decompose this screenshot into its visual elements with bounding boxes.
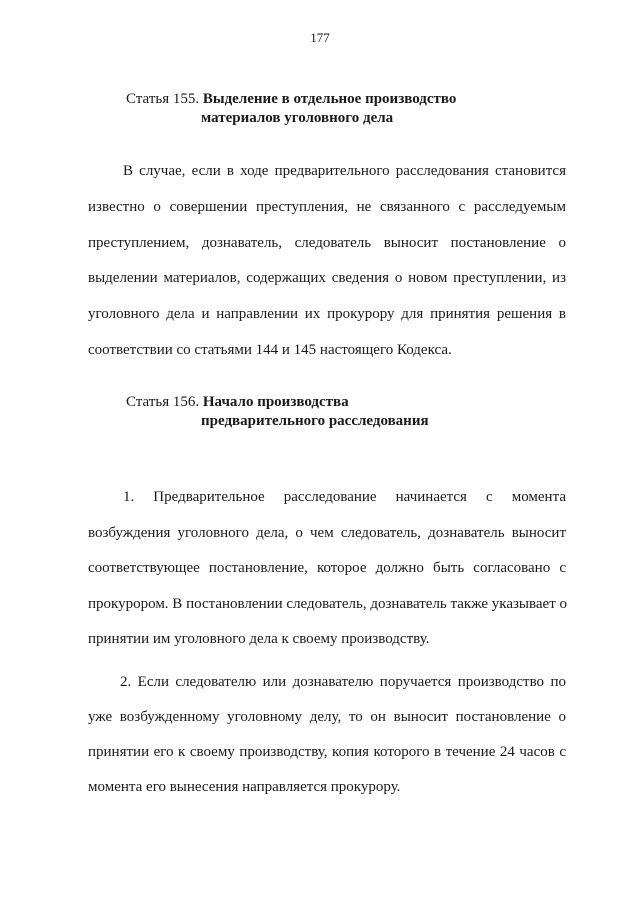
article-156-part1-line: соответствующее постановление, которое должно быть согласовано с xyxy=(88,560,566,576)
article-156-title-line1: Начало производства xyxy=(202,394,349,410)
article-156-number: Статья 156. xyxy=(126,394,200,410)
article-155-line: известно о совершении преступления, не связанного с расследуемым xyxy=(88,199,566,215)
article-156-part2-line: уже возбужденному уголовному делу, то он выносит постановление о xyxy=(88,709,566,725)
article-156-part1-line: прокурором. В постановлении следователь, дознаватель также указывает о xyxy=(88,596,568,612)
article-156-part1-line: возбуждения уголовного дела, о чем следователь, дознаватель выносит xyxy=(88,525,566,541)
article-156-part1-line: 1. Предварительное расследование начинается с момента xyxy=(123,489,566,505)
article-156-title-line2: предварительного расследования xyxy=(201,413,429,429)
article-156-part1-line: принятии им уголовного дела к своему производству. xyxy=(88,631,430,647)
article-155-line: соответствии со статьями 144 и 145 настоящего Кодекса. xyxy=(88,342,452,358)
article-155-line: преступлением, дознаватель, следователь выносит постановление о xyxy=(88,235,566,251)
article-155-line: В случае, если в ходе предварительного расследования становится xyxy=(123,163,566,179)
article-156-part2-line: 2. Если следователю или дознавателю поручается производство по xyxy=(120,674,566,690)
article-155-line: уголовного дела и направлении их прокурору для принятия решения в xyxy=(88,306,566,322)
article-155-line: выделении материалов, содержащих сведения о новом преступлении, из xyxy=(88,270,566,286)
article-155-title-line1: Выделение в отдельное производство xyxy=(202,91,457,107)
article-155-title-line2: материалов уголовного дела xyxy=(201,110,394,126)
page-number: 177 xyxy=(310,30,330,45)
article-156-heading xyxy=(126,393,429,431)
article-155-heading xyxy=(126,90,456,128)
article-156-part2-line: момента его вынесения направляется прокурору. xyxy=(88,779,401,795)
article-155-number: Статья 155. xyxy=(126,91,200,107)
article-156-part2-line: принятии его к своему производству, копия которого в течение 24 часов с xyxy=(88,744,566,760)
